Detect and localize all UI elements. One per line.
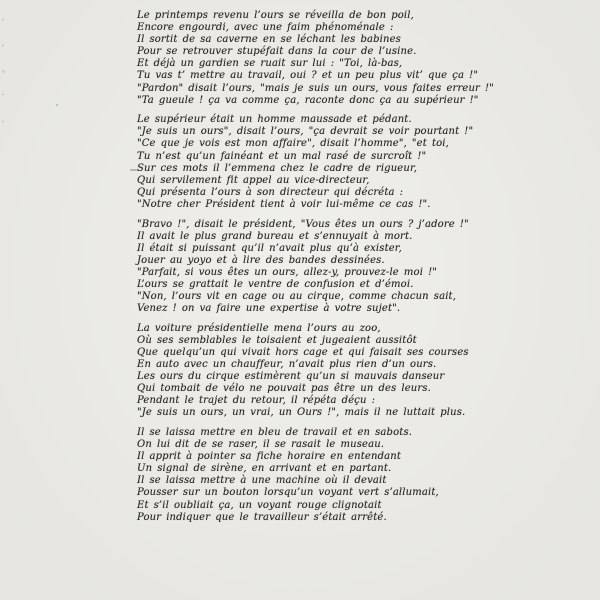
stanza: [137, 10, 494, 107]
scan-speck: [2, 18, 4, 21]
poem-line: "Notre cher Président tient à voir lui-même ce cas !".: [137, 198, 431, 210]
poem-line: Il était si puissant qu’il n’avait plus qu’à exister,: [137, 242, 402, 254]
poem-line: Pendant le trajet du retour, il répéta déçu :: [137, 395, 376, 407]
scan-speck: [2, 44, 4, 47]
poem-line: Où ses semblables le toisaient et jugeaient aussitôt: [137, 334, 417, 346]
poem-line: Venez ! on va faire une expertise à votre sujet".: [137, 303, 401, 315]
poem-line: Encore engourdi, avec une faim phénoménale :: [137, 22, 394, 34]
poem-line: "Ce que je vois est mon affaire", disait l’homme", "et toi,: [137, 138, 449, 150]
poem-line: Pousser sur un bouton lorsqu’un voyant vert s’allumait,: [137, 487, 439, 499]
poem-line: Pour indiquer que le travailleur s’était arrêté.: [137, 511, 387, 523]
scan-speck: [130, 169, 137, 171]
poem-line: Il se laissa mettre à une machine où il devait: [137, 475, 387, 487]
stanza: [137, 219, 494, 316]
poem-line: "Je suis un ours", disait l’ours, "ça devrait se voir pourtant !": [137, 126, 474, 138]
poem-line: Le printemps revenu l’ours se réveilla de bon poil,: [137, 10, 414, 21]
poem-line: Un signal de sirène, en arrivant et en partant.: [137, 463, 392, 475]
poem-line: Qui servilement fit appel au vice-directeur,: [137, 174, 370, 186]
poem-line: Que quelqu’un qui vivait hors cage et qui faisait ses courses: [137, 346, 469, 358]
poem-line: Tu n’est qu’un fainéant et un mal rasé de surcroît !": [137, 150, 427, 162]
poem-line: Il apprit à pointer sa fiche horaire en entendant: [137, 451, 401, 463]
poem-line: "Parfait, si vous êtes un ours, allez-y, prouvez-le moi !": [137, 266, 437, 278]
poem-line: Et déjà un gardien se ruait sur lui : "Toi, là-bas,: [137, 58, 403, 70]
scan-speck: [56, 104, 58, 106]
poem-line: "Pardon" disait l’ours, "mais je suis un ours, vous faites erreur !": [137, 82, 494, 94]
stanza: [137, 114, 494, 211]
scan-speck: [2, 120, 4, 123]
stanza: [137, 427, 494, 524]
poem-line: Pour se retrouver stupéfait dans la cour de l’usine.: [137, 46, 417, 58]
stanza: [137, 323, 494, 420]
poem-line: La voiture présidentielle mena l’ours au zoo,: [137, 322, 381, 334]
poem-line: Jouer au yoyo et à lire des bandes dessinées.: [137, 254, 385, 266]
poem-line: Tu vas t’ mettre au travail, oui ? et un peu plus vit’ que ça !": [137, 70, 479, 82]
poem-line: Qui tombait de vélo ne pouvait pas être un des leurs.: [137, 383, 431, 395]
poem-line: L’ours se grattait le ventre de confusion et d’émoi.: [137, 278, 414, 290]
poem-text-block: [137, 10, 494, 531]
poem-line: "Ta gueule ! ça va comme ça, raconte donc ça au supérieur !": [137, 94, 479, 106]
poem-line: Il se laissa mettre en bleu de travail et en sabots.: [137, 427, 413, 438]
poem-line: En auto avec un chauffeur, n’avait plus rien d’un ours.: [137, 359, 437, 371]
scan-speck: [2, 70, 5, 73]
poem-line: "Bravo !", disait le président, "Vous êtes un ours ? j’adore !": [137, 218, 469, 230]
poem-line: Qui présenta l’ours à son directeur qui décréta :: [137, 186, 404, 198]
poem-line: Le supérieur était un homme maussade et pédant.: [137, 114, 412, 126]
scan-speck: [2, 93, 4, 96]
poem-line: Il sortit de sa caverne en se léchant les babines: [137, 34, 401, 46]
poem-line: Et s’il oubliait ça, un voyant rouge clignotait: [137, 499, 382, 511]
poem-line: Les ours du cirque estimèrent qu’un si mauvais danseur: [137, 371, 445, 383]
poem-line: Sur ces mots il l’emmena chez le cadre de rigueur,: [137, 162, 418, 174]
poem-line: "Je suis un ours, un vrai, un Ours !", mais il ne luttait plus.: [137, 407, 466, 419]
poem-line: "Non, l’ours vit en cage ou au cirque, comme chacun sait,: [137, 291, 457, 303]
poem-line: Il avait le plus grand bureau et s’ennuyait à mort.: [137, 230, 413, 242]
poem-line: On lui dit de se raser, il se rasait le museau.: [137, 439, 385, 451]
